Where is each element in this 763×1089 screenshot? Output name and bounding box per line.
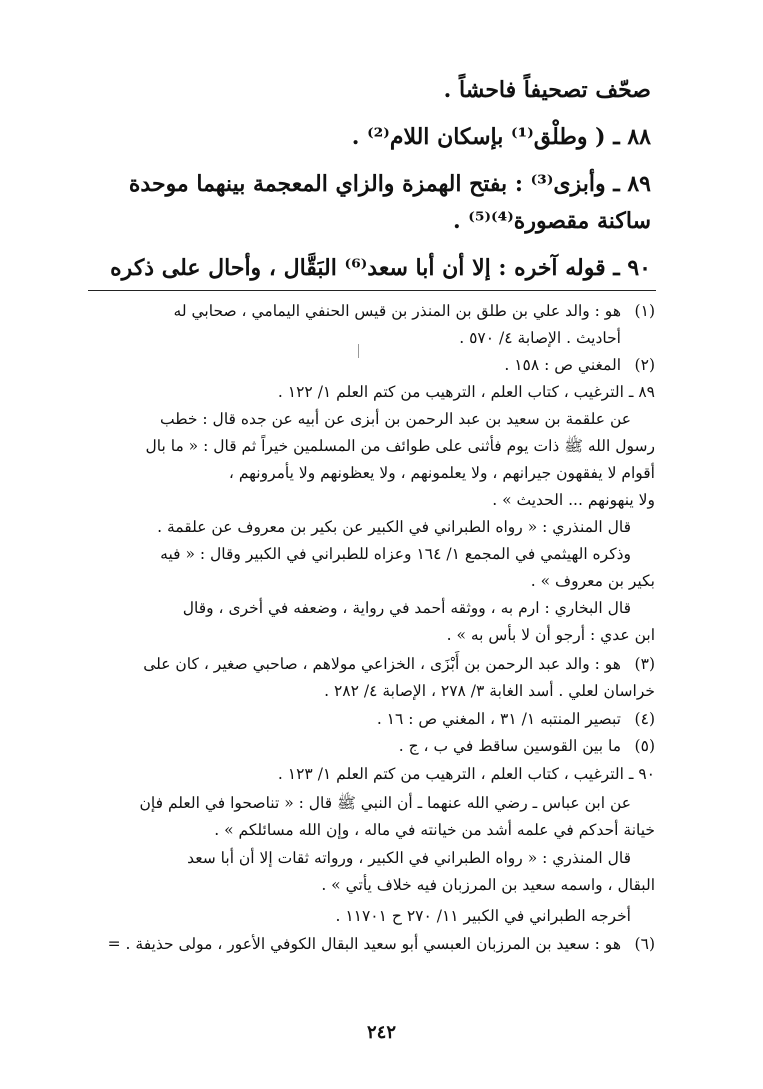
takhrij-90-line-2: عن ابن عباس ـ رضي الله عنهما ـ أن النبي ﷺ قال : « تناصحوا في العلم فإن (139, 794, 631, 812)
footnote-3-number: (٣) (634, 655, 655, 673)
takhrij-90-line-3: خيانة أحدكم في علمه أشد من خيانته في ماله ، وإن الله مسائلكم » . (214, 821, 655, 839)
entry-88: ٨٨ ـ ( وطلْق⁽¹⁾ بإسكان اللام⁽²⁾ . (351, 124, 651, 150)
takhrij-89-line-8: بكير بن معروف » . (530, 572, 655, 590)
takhrij-90-line-5: البقال ، واسمه سعيد بن المرزبان فيه خلاف يأتي » . (321, 876, 655, 894)
takhrij-89-line-6: قال المنذري : « رواه الطبراني في الكبير عن بكير بن معروف عن علقمة . (157, 518, 631, 536)
margin-mark (358, 344, 359, 358)
takhrij-90-line-6: أخرجه الطبراني في الكبير ١١/ ٢٧٠ ح ١١٧٠١ . (335, 907, 631, 925)
entry-89-line-1: ٨٩ ـ وأبزى⁽³⁾ : بفتح الهمزة والزاي المعجمة بينهما موحدة (128, 171, 651, 197)
takhrij-89-line-5: ولا ينهونهم ... الحديث » . (492, 491, 655, 509)
footnote-3-line-2: خراسان لعلي . أسد الغابة ٣/ ٢٧٨ ، الإصابة ٤/ ٢٨٢ . (324, 682, 655, 700)
entry-90: ٩٠ ـ قوله آخره : إلا أن أبا سعد⁽⁶⁾ البَقَّال ، وأحال على ذكره (110, 255, 651, 281)
takhrij-90-line-4: قال المنذري : « رواه الطبراني في الكبير ، ورواته ثقات إلا أن أبا سعد (187, 849, 631, 867)
footnote-separator (88, 290, 656, 291)
takhrij-89-line-9: قال البخاري : ارم به ، ووثقه أحمد في رواية ، وضعفه في أخرى ، وقال (182, 599, 631, 617)
footnote-4-line-1: تبصير المنتبه ١/ ٣١ ، المغني ص : ١٦ . (376, 710, 621, 728)
page-number: ٢٤٢ (366, 1022, 396, 1043)
footnote-4-number: (٤) (634, 710, 655, 728)
footnote-5-line-1: ما بين القوسين ساقط في ب ، ج . (398, 737, 621, 755)
entry-89-line-2: ساكنة مقصورة⁽⁴⁾⁽⁵⁾ . (452, 208, 651, 234)
footnote-1-number: (١) (634, 302, 655, 320)
takhrij-89-line-4: أقوام لا يفقهون جيرانهم ، ولا يعلمونهم ، ولا يعظونهم ولا يأمرونهم ، (228, 464, 655, 482)
footnote-1-line-2: أحاديث . الإصابة ٤/ ٥٧٠ . (459, 329, 621, 347)
main-line-1: صحّف تصحيفاً فاحشاً . (443, 77, 651, 103)
footnote-2-number: (٢) (634, 356, 655, 374)
takhrij-89-line-2: عن علقمة بن سعيد بن عبد الرحمن بن أبزى عن أبيه عن جده قال : خطب (159, 410, 631, 428)
takhrij-90-heading: ٩٠ ـ الترغيب ، كتاب العلم ، الترهيب من كتم العلم ١/ ١٢٣ . (277, 765, 655, 783)
footnote-5-number: (٥) (634, 737, 655, 755)
footnote-6-number: (٦) (634, 935, 655, 953)
footnote-1-line-1: هو : والد علي بن طلق بن المنذر بن قيس الحنفي اليمامي ، صحابي له (173, 302, 621, 320)
footnote-2-line-1: المغني ص : ١٥٨ . (504, 356, 621, 374)
footnote-3-line-1: هو : والد عبد الرحمن بن أَبْزَى ، الخزاعي مولاهم ، صاحبي صغير ، كان على (143, 655, 621, 673)
takhrij-89-line-7: وذكره الهيثمي في المجمع ١/ ١٦٤ وعزاه للطبراني في الكبير وقال : « فيه (160, 545, 631, 563)
takhrij-89-heading: ٨٩ ـ الترغيب ، كتاب العلم ، الترهيب من كتم العلم ١/ ١٢٢ . (277, 383, 655, 401)
footnote-6-line-1: هو : سعيد بن المرزبان العبسي أبو سعيد البقال الكوفي الأعور ، مولى حذيفة . = (107, 935, 621, 953)
takhrij-89-line-3: رسول الله ﷺ ذات يوم فأثنى على طوائف من المسلمين خيراً ثم قال : « ما بال (145, 437, 655, 455)
takhrij-89-line-10: ابن عدي : أرجو أن لا بأس به » . (446, 626, 655, 644)
